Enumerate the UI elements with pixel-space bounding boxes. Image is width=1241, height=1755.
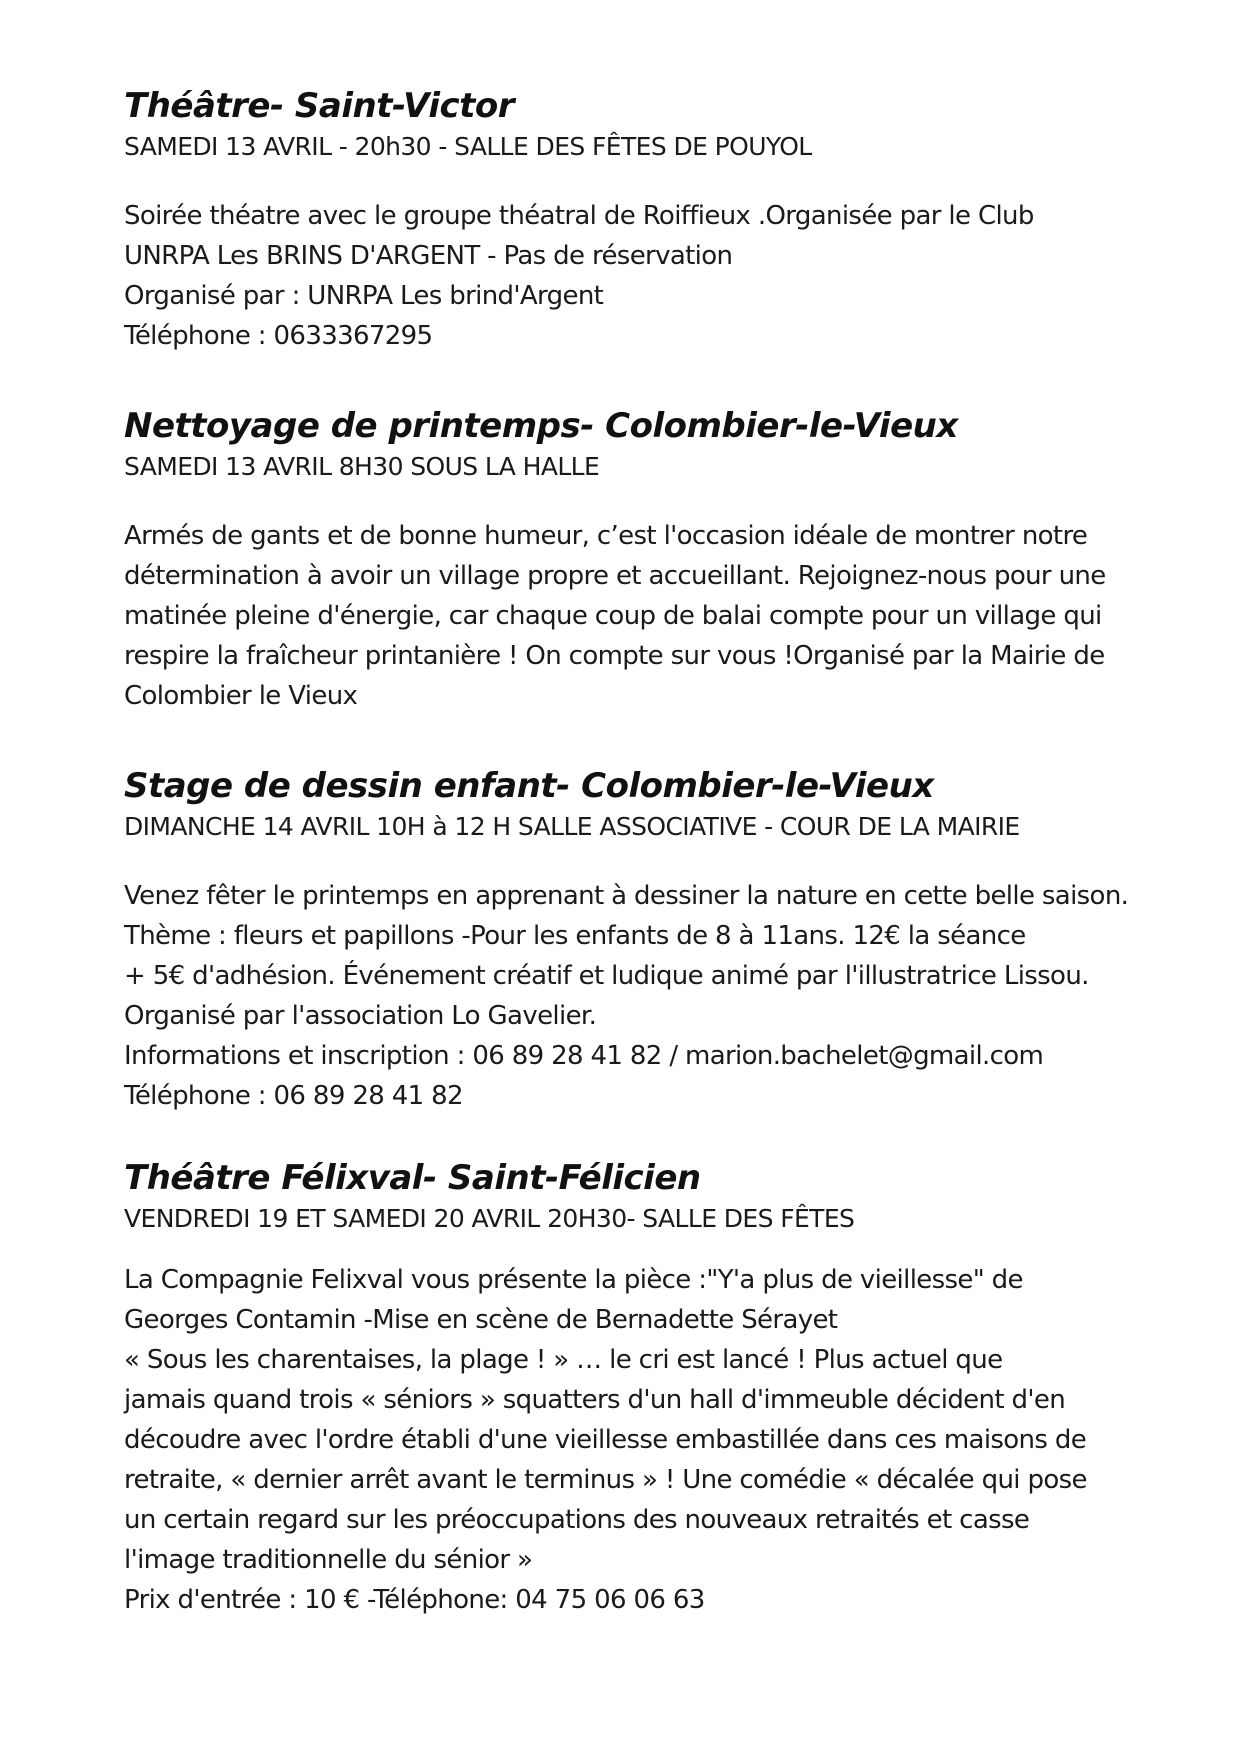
- event-description: [124, 196, 1034, 356]
- description-line: Armés de gants et de bonne humeur, c’est l'occasion idéale de montrer notre: [124, 521, 1088, 551]
- event-description: [124, 876, 1128, 1116]
- phone-line: Téléphone : 0633367295: [124, 321, 433, 351]
- description-line: « Sous les charentaises, la plage ! » … le cri est lancé ! Plus actuel que: [124, 1345, 1003, 1375]
- event-date-location: SAMEDI 13 AVRIL 8H30 SOUS LA HALLE: [124, 452, 600, 481]
- event-title: Nettoyage de printemps- Colombier-le-Vieux: [124, 406, 958, 446]
- description-line: découdre avec l'ordre établi d'une vieillesse embastillée dans ces maisons de: [124, 1425, 1087, 1455]
- description-line: Georges Contamin -Mise en scène de Bernadette Sérayet: [124, 1305, 838, 1335]
- description-line: un certain regard sur les préoccupations des nouveaux retraités et casse: [124, 1505, 1030, 1535]
- contact-line: Informations et inscription : 06 89 28 41 82 / marion.bachelet@gmail.com: [124, 1041, 1044, 1071]
- organizer-line: Organisé par l'association Lo Gavelier.: [124, 1001, 597, 1031]
- description-line: Colombier le Vieux: [124, 681, 358, 711]
- event-theatre-saint-victor: [124, 84, 1034, 356]
- event-stage-dessin-enfant: [124, 764, 1128, 1116]
- description-line: matinée pleine d'énergie, car chaque coup de balai compte pour un village qui: [124, 601, 1102, 631]
- description-line: jamais quand trois « séniors » squatters d'un hall d'immeuble décident d'en: [124, 1385, 1066, 1415]
- description-line: retraite, « dernier arrêt avant le terminus » ! Une comédie « décalée qui pose: [124, 1465, 1087, 1495]
- description-line: détermination à avoir un village propre et accueillant. Rejoignez-nous pour une: [124, 561, 1106, 591]
- event-description: [124, 516, 1106, 716]
- event-nettoyage-printemps: [124, 404, 1106, 716]
- description-line: La Compagnie Felixval vous présente la pièce :"Y'a plus de vieillesse" de: [124, 1265, 1023, 1295]
- description-line: + 5€ d'adhésion. Événement créatif et ludique animé par l'illustratrice Lissou.: [124, 961, 1089, 991]
- event-title: Stage de dessin enfant- Colombier-le-Vieux: [124, 766, 934, 806]
- event-title: Théâtre- Saint-Victor: [124, 86, 515, 126]
- event-title: Théâtre Félixval- Saint-Félicien: [124, 1158, 701, 1198]
- phone-line: Téléphone : 06 89 28 41 82: [124, 1081, 463, 1111]
- event-date-location: DIMANCHE 14 AVRIL 10H à 12 H SALLE ASSOCIATIVE - COUR DE LA MAIRIE: [124, 812, 1020, 841]
- event-theatre-felixval: [124, 1156, 1087, 1620]
- event-date-location: VENDREDI 19 ET SAMEDI 20 AVRIL 20H30- SALLE DES FÊTES: [124, 1204, 855, 1233]
- organizer-line: Organisé par : UNRPA Les brind'Argent: [124, 281, 604, 311]
- description-line: Venez fêter le printemps en apprenant à dessiner la nature en cette belle saison.: [124, 881, 1129, 911]
- event-date-location: SAMEDI 13 AVRIL - 20h30 - SALLE DES FÊTES DE POUYOL: [124, 132, 812, 161]
- event-description: [124, 1260, 1087, 1620]
- description-line: Thème : fleurs et papillons -Pour les enfants de 8 à 11ans. 12€ la séance: [124, 921, 1026, 951]
- description-line: respire la fraîcheur printanière ! On compte sur vous !Organisé par la Mairie de: [124, 641, 1105, 671]
- description-line: Soirée théatre avec le groupe théatral de Roiffieux .Organisée par le Club: [124, 201, 1034, 231]
- description-line: UNRPA Les BRINS D'ARGENT - Pas de réservation: [124, 241, 733, 271]
- description-line: l'image traditionnelle du sénior »: [124, 1545, 533, 1575]
- price-phone-line: Prix d'entrée : 10 € -Téléphone: 04 75 06 06 63: [124, 1585, 705, 1615]
